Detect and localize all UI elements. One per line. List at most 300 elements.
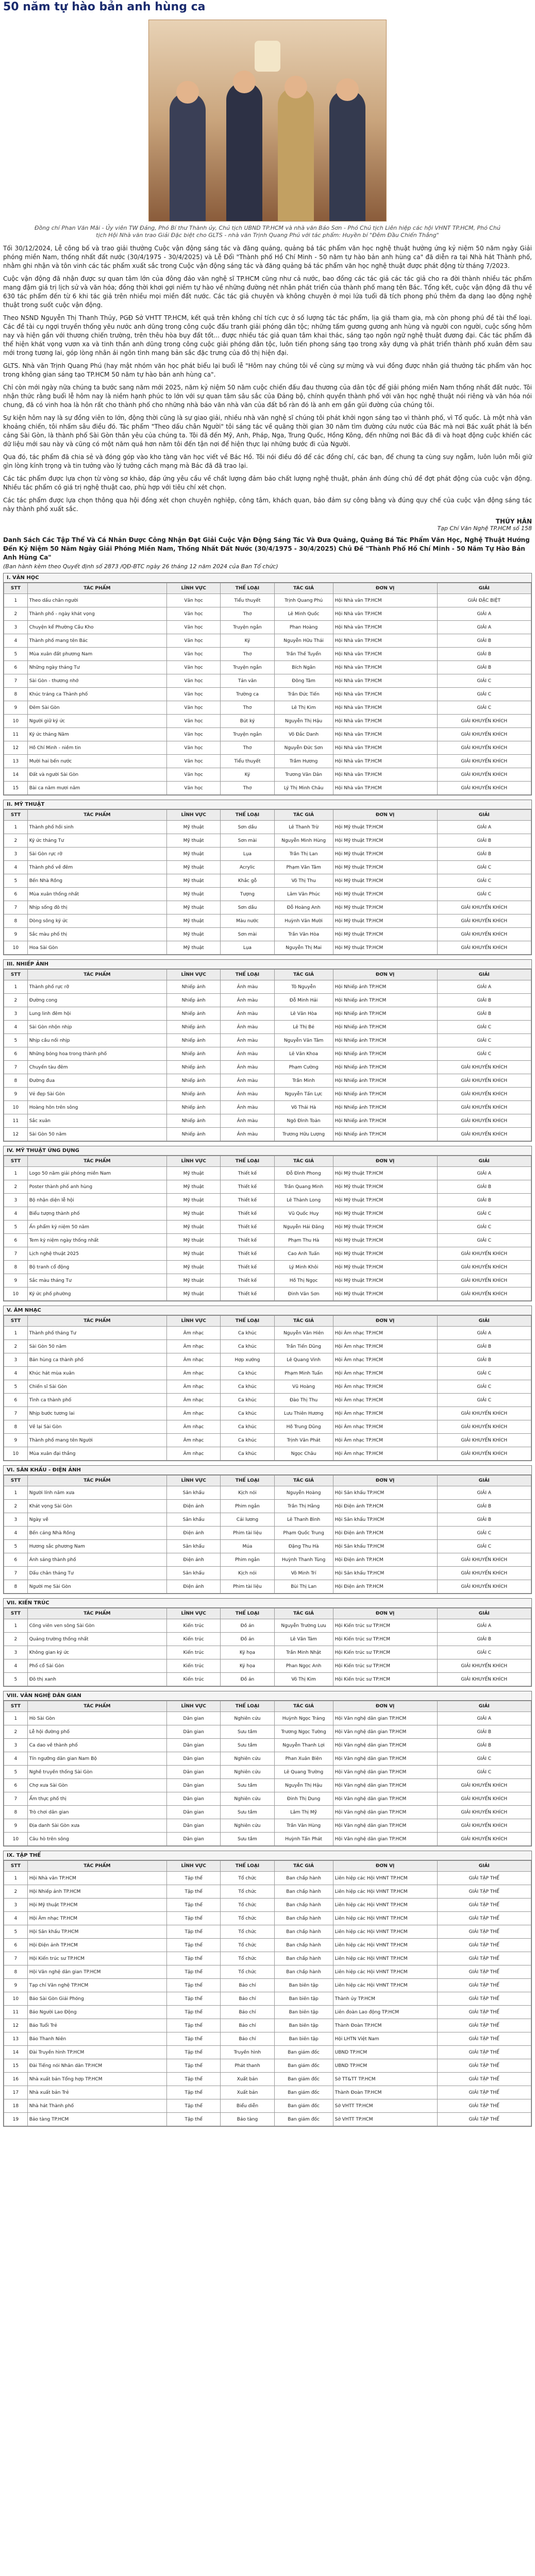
stt-cell: 10: [4, 941, 28, 955]
table-header-cell: GIẢI: [437, 810, 531, 821]
table-row: [4, 2019, 531, 2032]
genre-cell: Thơ: [221, 701, 274, 715]
author-cell: Phạm Thu Hà: [274, 1234, 333, 1247]
article-paragraph: Qua đó, tác phẩm đã chia sẻ và đóng góp vào kho tàng văn học viết về Bác Hồ. Tôi nói điều đó để các đồng chí, các bạn, để chung ta cùng suy ngẫm, luôn luôn mỗi giữ gìn lòng kính trọng và tin tưởng vào lý tưởng cách mạng mà Bác đã đã trao lại.: [3, 453, 532, 469]
author-cell: Nguyễn Minh Hùng: [274, 834, 333, 848]
table-row: [4, 2006, 531, 2019]
stt-cell: 7: [4, 674, 28, 688]
genre-cell: Ảnh màu: [221, 994, 274, 1007]
table-row: [4, 1712, 531, 1725]
field-cell: Văn học: [166, 634, 220, 648]
genre-cell: Thiết kế: [221, 1274, 274, 1287]
genre-cell: Thiết kế: [221, 1167, 274, 1180]
award-ceremony-photo: [148, 20, 387, 222]
field-cell: Điện ảnh: [166, 1553, 220, 1567]
work-cell: Hoa Sài Gòn: [27, 941, 166, 955]
stt-cell: 7: [4, 1567, 28, 1580]
table-header-cell: THỂ LOẠI: [221, 1861, 274, 1872]
table-row: [4, 1540, 531, 1553]
field-cell: Kiến trúc: [166, 1646, 220, 1659]
stt-cell: 13: [4, 2032, 28, 2046]
table-header-cell: LĨNH VỰC: [166, 583, 220, 594]
table-row: [4, 1567, 531, 1580]
work-cell: Bài ca năm mươi năm: [27, 782, 166, 795]
stt-cell: 17: [4, 2086, 28, 2099]
field-cell: Âm nhạc: [166, 1447, 220, 1461]
table-header-cell: LĨNH VỰC: [166, 810, 220, 821]
field-cell: Âm nhạc: [166, 1434, 220, 1447]
field-cell: Mỹ thuật: [166, 928, 220, 941]
stt-cell: 11: [4, 1114, 28, 1128]
genre-cell: Ca khúc: [221, 1447, 274, 1461]
field-cell: Nhiếp ảnh: [166, 1128, 220, 1141]
genre-cell: Ảnh màu: [221, 1047, 274, 1061]
table-header-cell: GIẢI: [437, 1861, 531, 1872]
work-cell: Biểu tượng thành phố: [27, 1207, 166, 1221]
stt-cell: 16: [4, 2073, 28, 2086]
unit-cell: Hội Nhà văn TP.HCM: [333, 701, 437, 715]
unit-cell: Hội Âm nhạc TP.HCM: [333, 1447, 437, 1461]
work-cell: Sài Gòn 50 năm: [27, 1340, 166, 1353]
field-cell: Âm nhạc: [166, 1340, 220, 1353]
work-cell: Dấu chân tháng Tư: [27, 1567, 166, 1580]
field-cell: Mỹ thuật: [166, 834, 220, 848]
award-cell: GIẢI TẬP THỂ: [437, 2073, 531, 2086]
award-table: [4, 1475, 531, 1594]
author-cell: Ban chấp hành: [274, 1912, 333, 1925]
award-cell: GIẢI TẬP THỂ: [437, 2113, 531, 2126]
award-cell: GIẢI KHUYẾN KHÍCH: [437, 1114, 531, 1128]
award-cell: GIẢI KHUYẾN KHÍCH: [437, 1261, 531, 1274]
author-cell: Phạm Minh Tuấn: [274, 1367, 333, 1380]
award-section: [3, 1851, 532, 2127]
author-cell: Trần Quang Minh: [274, 1180, 333, 1194]
table-row: [4, 1819, 531, 1833]
author-cell: Ban biên tập: [274, 2019, 333, 2032]
section-title: VI. SÂN KHẤU - ĐIỆN ẢNH: [4, 1466, 531, 1475]
unit-cell: Hội Nhiếp ảnh TP.HCM: [333, 1061, 437, 1074]
award-cell: GIẢI A: [437, 1167, 531, 1180]
field-cell: Mỹ thuật: [166, 888, 220, 901]
work-cell: Bộ nhận diện lễ hội: [27, 1194, 166, 1207]
stt-cell: 4: [4, 1207, 28, 1221]
award-table: [4, 809, 531, 955]
award-cell: GIẢI KHUYẾN KHÍCH: [437, 1407, 531, 1420]
unit-cell: Hội Văn nghệ dân gian TP.HCM: [333, 1792, 437, 1806]
field-cell: Mỹ thuật: [166, 861, 220, 874]
award-cell: GIẢI KHUYẾN KHÍCH: [437, 1806, 531, 1819]
award-section: [3, 1465, 532, 1594]
genre-cell: Sơn mài: [221, 928, 274, 941]
field-cell: Nhiếp ảnh: [166, 1007, 220, 1021]
table-row: [4, 2099, 531, 2113]
table-row: [4, 1021, 531, 1034]
genre-cell: Nghiên cứu: [221, 1792, 274, 1806]
unit-cell: Hội Nhà văn TP.HCM: [333, 661, 437, 674]
award-table: [4, 1608, 531, 1686]
unit-cell: Hội Nhà văn TP.HCM: [333, 715, 437, 728]
section-title: V. ÂM NHẠC: [4, 1306, 531, 1315]
work-cell: Sài Gòn nhộn nhịp: [27, 1021, 166, 1034]
table-header-cell: THỂ LOẠI: [221, 1476, 274, 1486]
table-header-row: [4, 1316, 531, 1327]
field-cell: Tập thể: [166, 2059, 220, 2073]
award-cell: GIẢI TẬP THỂ: [437, 1979, 531, 1992]
stt-cell: 7: [4, 1061, 28, 1074]
award-cell: GIẢI KHUYẾN KHÍCH: [437, 1447, 531, 1461]
table-header-cell: TÁC GIẢ: [274, 1476, 333, 1486]
unit-cell: Hội Nhà văn TP.HCM: [333, 728, 437, 741]
table-header-cell: TÁC GIẢ: [274, 1608, 333, 1619]
work-cell: Vẻ đẹp Sài Gòn: [27, 1088, 166, 1101]
unit-cell: Hội Nhà văn TP.HCM: [333, 607, 437, 621]
genre-cell: Phim tài liệu: [221, 1580, 274, 1594]
award-cell: GIẢI TẬP THỂ: [437, 2019, 531, 2032]
work-cell: Tạp chí Văn nghệ TP.HCM: [27, 1979, 166, 1992]
work-cell: Sắc màu tháng Tư: [27, 1274, 166, 1287]
unit-cell: Hội Kiến trúc sư TP.HCM: [333, 1646, 437, 1659]
unit-cell: Hội Nhiếp ảnh TP.HCM: [333, 1034, 437, 1047]
unit-cell: Hội Nhà văn TP.HCM: [333, 674, 437, 688]
stt-cell: 8: [4, 1806, 28, 1819]
stt-cell: 5: [4, 1221, 28, 1234]
table-header-cell: STT: [4, 1156, 28, 1167]
genre-cell: Sưu tầm: [221, 1833, 274, 1846]
table-header-cell: ĐƠN VỊ: [333, 810, 437, 821]
field-cell: Tập thể: [166, 1939, 220, 1952]
work-cell: Phố cổ Sài Gòn: [27, 1659, 166, 1673]
stt-cell: 10: [4, 1101, 28, 1114]
table-row: [4, 1367, 531, 1380]
stt-cell: 3: [4, 1194, 28, 1207]
genre-cell: Acrylic: [221, 861, 274, 874]
author-cell: Lê Văn Hòa: [274, 1007, 333, 1021]
table-header-cell: TÁC PHẨM: [27, 1316, 166, 1327]
field-cell: Tập thể: [166, 2006, 220, 2019]
author-cell: Trần Minh Nhật: [274, 1646, 333, 1659]
author-cell: Bùi Thị Lan: [274, 1580, 333, 1594]
field-cell: Điện ảnh: [166, 1500, 220, 1513]
unit-cell: Thành ủy TP.HCM: [333, 1992, 437, 2006]
award-sections: [3, 573, 532, 2127]
table-header-cell: GIẢI: [437, 1701, 531, 1712]
photo-caption: Đồng chí Phan Văn Mãi - Ủy viên TW Đảng, Phó Bí thư Thành ủy, Chủ tịch UBND TP.HCM và nhà văn Bảo Sơn - Phó Chủ tịch Liên hiệp các hội VHNT TP.HCM, Phó Chủ tịch Hội Nhà văn trao Giải Đặc biệt cho GLTS - nhà văn Trịnh Quang Phú với tác phẩm: Huyền bí "Đêm Đầu Chiến Thắng": [35, 225, 500, 239]
stt-cell: 15: [4, 782, 28, 795]
unit-cell: Thành Đoàn TP.HCM: [333, 2019, 437, 2032]
unit-cell: Hội Mỹ thuật TP.HCM: [333, 1234, 437, 1247]
author-cell: Ban giám đốc: [274, 2073, 333, 2086]
field-cell: Tập thể: [166, 2019, 220, 2032]
table-header-row: [4, 1608, 531, 1619]
author-cell: Trần Thị Lan: [274, 848, 333, 861]
author-cell: Nguyễn Đức Sơn: [274, 741, 333, 755]
genre-cell: Ảnh màu: [221, 1128, 274, 1141]
work-cell: Ký ức phố phường: [27, 1287, 166, 1301]
unit-cell: Hội Điện ảnh TP.HCM: [333, 1580, 437, 1594]
award-cell: GIẢI KHUYẾN KHÍCH: [437, 1420, 531, 1434]
author-cell: Đinh Văn Sơn: [274, 1287, 333, 1301]
work-cell: Bản hùng ca thành phố: [27, 1353, 166, 1367]
table-row: [4, 768, 531, 782]
award-cell: GIẢI C: [437, 1221, 531, 1234]
table-header-cell: GIẢI: [437, 1608, 531, 1619]
table-row: [4, 861, 531, 874]
unit-cell: Hội Âm nhạc TP.HCM: [333, 1434, 437, 1447]
award-cell: GIẢI TẬP THỂ: [437, 2059, 531, 2073]
field-cell: Tập thể: [166, 2086, 220, 2099]
genre-cell: Phim ngắn: [221, 1500, 274, 1513]
stt-cell: 2: [4, 834, 28, 848]
stt-cell: 2: [4, 1180, 28, 1194]
table-row: [4, 1074, 531, 1088]
award-cell: GIẢI KHUYẾN KHÍCH: [437, 941, 531, 955]
work-cell: Về lại Sài Gòn: [27, 1420, 166, 1434]
unit-cell: Hội Nhiếp ảnh TP.HCM: [333, 1101, 437, 1114]
field-cell: Sân khấu: [166, 1513, 220, 1527]
field-cell: Văn học: [166, 741, 220, 755]
genre-cell: Hợp xướng: [221, 1353, 274, 1367]
award-table: [4, 1860, 531, 2126]
unit-cell: Liên đoàn Lao động TP.HCM: [333, 2006, 437, 2019]
table-row: [4, 1340, 531, 1353]
table-header-cell: TÁC PHẨM: [27, 583, 166, 594]
table-row: [4, 1407, 531, 1420]
table-header-row: [4, 1861, 531, 1872]
stt-cell: 9: [4, 1979, 28, 1992]
unit-cell: Hội Văn nghệ dân gian TP.HCM: [333, 1766, 437, 1779]
work-cell: Nhịp cầu nối nhịp: [27, 1034, 166, 1047]
stt-cell: 1: [4, 821, 28, 834]
work-cell: Đường đua: [27, 1074, 166, 1088]
unit-cell: Hội Nhiếp ảnh TP.HCM: [333, 1088, 437, 1101]
award-cell: GIẢI C: [437, 1394, 531, 1407]
stt-cell: 14: [4, 2046, 28, 2059]
award-cell: GIẢI A: [437, 1712, 531, 1725]
genre-cell: Thiết kế: [221, 1287, 274, 1301]
author-cell: Đặng Thu Hà: [274, 1540, 333, 1553]
table-row: [4, 1766, 531, 1779]
table-row: [4, 2046, 531, 2059]
table-row: [4, 701, 531, 715]
unit-cell: UBND TP.HCM: [333, 2059, 437, 2073]
unit-cell: Hội Mỹ thuật TP.HCM: [333, 834, 437, 848]
unit-cell: Hội Nhiếp ảnh TP.HCM: [333, 1114, 437, 1128]
field-cell: Âm nhạc: [166, 1327, 220, 1340]
stt-cell: 2: [4, 994, 28, 1007]
stt-cell: 9: [4, 1088, 28, 1101]
field-cell: Tập thể: [166, 1872, 220, 1885]
award-cell: GIẢI B: [437, 1194, 531, 1207]
award-cell: GIẢI B: [437, 848, 531, 861]
stt-cell: 3: [4, 1646, 28, 1659]
author-cell: Hồ Trung Dũng: [274, 1420, 333, 1434]
author-cell: Lý Thị Minh Châu: [274, 782, 333, 795]
stt-cell: 3: [4, 848, 28, 861]
field-cell: Mỹ thuật: [166, 1261, 220, 1274]
work-cell: Hội Sân khấu TP.HCM: [27, 1925, 166, 1939]
work-cell: Mùa xuân đất phương Nam: [27, 648, 166, 661]
work-cell: Ca dao về thành phố: [27, 1739, 166, 1752]
work-cell: Hội Kiến trúc sư TP.HCM: [27, 1952, 166, 1965]
genre-cell: Tổ chức: [221, 1899, 274, 1912]
award-cell: GIẢI KHUYẾN KHÍCH: [437, 1567, 531, 1580]
article-paragraph: GLTS. Nhà văn Trịnh Quang Phú (hay mật nhóm văn học phát biểu lại buổi lễ "Hôm nay chúng tôi về cùng sự mừng và vui đồng được nhân giá thưởng tác phẩm văn học trong không gian sáng tạo TP.HCM 50 năm tự hào bản anh hùng ca".: [3, 362, 532, 378]
work-cell: Bến cảng Nhà Rồng: [27, 1527, 166, 1540]
author-cell: Trần Đức Tiến: [274, 688, 333, 701]
field-cell: Nhiếp ảnh: [166, 1074, 220, 1088]
table-row: [4, 1513, 531, 1527]
stt-cell: 10: [4, 1447, 28, 1461]
genre-cell: Ca khúc: [221, 1434, 274, 1447]
author-cell: Đỗ Hoàng Anh: [274, 901, 333, 914]
stt-cell: 7: [4, 1792, 28, 1806]
work-cell: Mùa xuân thống nhất: [27, 888, 166, 901]
table-row: [4, 941, 531, 955]
genre-cell: Ca khúc: [221, 1380, 274, 1394]
stt-cell: 4: [4, 1752, 28, 1766]
genre-cell: Thơ: [221, 782, 274, 795]
unit-cell: Liên hiệp các Hội VHNT TP.HCM: [333, 1885, 437, 1899]
table-row: [4, 2113, 531, 2126]
work-cell: Trò chơi dân gian: [27, 1806, 166, 1819]
work-cell: Hồ Chí Minh - niềm tin: [27, 741, 166, 755]
table-header-cell: THỂ LOẠI: [221, 583, 274, 594]
work-cell: Hò Sài Gòn: [27, 1712, 166, 1725]
stt-cell: 11: [4, 2006, 28, 2019]
table-row: [4, 1925, 531, 1939]
award-cell: GIẢI B: [437, 1725, 531, 1739]
award-cell: GIẢI B: [437, 634, 531, 648]
unit-cell: Hội Mỹ thuật TP.HCM: [333, 901, 437, 914]
author-cell: Ngọc Châu: [274, 1447, 333, 1461]
field-cell: Âm nhạc: [166, 1394, 220, 1407]
work-cell: Khúc tráng ca Thành phố: [27, 688, 166, 701]
field-cell: Âm nhạc: [166, 1367, 220, 1380]
table-header-cell: TÁC GIẢ: [274, 1701, 333, 1712]
work-cell: Sài Gòn 50 năm: [27, 1128, 166, 1141]
field-cell: Dân gian: [166, 1819, 220, 1833]
author-cell: Võ Thái Hà: [274, 1101, 333, 1114]
author-cell: Ban chấp hành: [274, 1872, 333, 1885]
genre-cell: Xuất bản: [221, 2073, 274, 2086]
award-cell: GIẢI B: [437, 1500, 531, 1513]
author-cell: Trầm Hương: [274, 755, 333, 768]
award-cell: GIẢI KHUYẾN KHÍCH: [437, 1553, 531, 1567]
genre-cell: Múa: [221, 1540, 274, 1553]
genre-cell: Nghiên cứu: [221, 1712, 274, 1725]
work-cell: Hội Nhiếp ảnh TP.HCM: [27, 1885, 166, 1899]
award-cell: GIẢI C: [437, 1207, 531, 1221]
stt-cell: 1: [4, 1486, 28, 1500]
stt-cell: 6: [4, 1394, 28, 1407]
stt-cell: 7: [4, 1247, 28, 1261]
stt-cell: 1: [4, 1619, 28, 1633]
author-cell: Ban chấp hành: [274, 1965, 333, 1979]
work-cell: Thành phố hồi sinh: [27, 821, 166, 834]
author-cell: Phan Hoàng: [274, 621, 333, 634]
article-paragraph: Chỉ còn mới ngày nữa chúng ta bước sang năm mới 2025, năm kỷ niệm 50 năm cuộc chiến đấu đau thương của dân tộc để giải phóng miền Nam thống nhất đất nước. Tôi nhận thức rằng buổi lễ hôm nay là niềm hạnh phúc to lớn với sự quan tâm sâu sắc của Đảng bộ, chính quyền thành phố với văn học nghệ thuật nói riêng và văn hóa nói chung, đã có vinh hoa là hôn rất cho thành phố cho những nhà báo văn nhà văn của đất bố ràn đó là anh em gần gũi đường của chúng tôi.: [3, 384, 532, 409]
genre-cell: Ca khúc: [221, 1420, 274, 1434]
unit-cell: Hội Nhiếp ảnh TP.HCM: [333, 1047, 437, 1061]
unit-cell: Hội Âm nhạc TP.HCM: [333, 1327, 437, 1340]
table-row: [4, 1380, 531, 1394]
award-cell: GIẢI B: [437, 834, 531, 848]
table-header-cell: TÁC PHẨM: [27, 1608, 166, 1619]
article-paragraph: Theo NSND Nguyễn Thị Thanh Thủy, PGĐ Sở VHTT TP.HCM, kết quả trên không chỉ tích cực ở số lượng tác tác phẩm, lịa giá tham gia, mà còn phong phú đề tài thể loại. Các đề tài cụ ngợi truyền thống yêu nước anh dũng trong công cuộc đấu tranh giải phóng dân tộc; những tấm gương gương anh hùng và người con người, cuộc sống hôm nay và hiện gần với thương chiến trường, trên thêu hòa bụy đất tốt... được nhiều tác giả quan tâm khai thác, sáng tạo ngôn ngữ nghệ thuật đương đại. Các tác phẩm đã thể hiện khát vọng vươn xa và tinh thần anh dũng trong công cuộc giải phóng dân tộc, luôn tiến phong sáng tạo trong xây dựng và phát triển thành phố xuân đêm sau mới trong tương lai, góp lòng nhân ái ngôn tình mang bản sắc đặc trưng của đô thị hiện đại.: [3, 314, 532, 357]
work-cell: Thành phố - ngày khát vọng: [27, 607, 166, 621]
author-cell: Lê Quang Trường: [274, 1766, 333, 1779]
work-cell: Đô thị xanh: [27, 1673, 166, 1686]
stt-cell: 7: [4, 901, 28, 914]
unit-cell: Liên hiệp các Hội VHNT TP.HCM: [333, 1925, 437, 1939]
genre-cell: Tổ chức: [221, 1952, 274, 1965]
work-cell: Chiến sĩ Sài Gòn: [27, 1380, 166, 1394]
author-cell: Ban biên tập: [274, 1992, 333, 2006]
award-cell: GIẢI KHUYẾN KHÍCH: [437, 1074, 531, 1088]
award-cell: GIẢI C: [437, 888, 531, 901]
stt-cell: 3: [4, 1007, 28, 1021]
stt-cell: 1: [4, 1327, 28, 1340]
table-row: [4, 914, 531, 928]
field-cell: Văn học: [166, 594, 220, 607]
field-cell: Nhiếp ảnh: [166, 1088, 220, 1101]
genre-cell: Đồ án: [221, 1673, 274, 1686]
table-row: [4, 1646, 531, 1659]
author-cell: Võ Thị Thu: [274, 874, 333, 888]
genre-cell: Phim ngắn: [221, 1553, 274, 1567]
work-cell: Lung linh đêm hội: [27, 1007, 166, 1021]
person-figure: [278, 87, 314, 221]
work-cell: Poster thành phố anh hùng: [27, 1180, 166, 1194]
table-row: [4, 1580, 531, 1594]
genre-cell: Tản văn: [221, 674, 274, 688]
award-cell: GIẢI KHUYẾN KHÍCH: [437, 741, 531, 755]
unit-cell: Hội Sân khấu TP.HCM: [333, 1513, 437, 1527]
work-cell: Đường cong: [27, 994, 166, 1007]
award-cell: GIẢI KHUYẾN KHÍCH: [437, 728, 531, 741]
award-list-note: (Ban hành kèm theo Quyết định số 2873 /QĐ-BTC ngày 26 tháng 12 năm 2024 của Ban Tổ chức): [3, 563, 278, 570]
stt-cell: 6: [4, 1047, 28, 1061]
author-cell: Ban giám đốc: [274, 2099, 333, 2113]
stt-cell: 4: [4, 1021, 28, 1034]
work-cell: Người mẹ Sài Gòn: [27, 1580, 166, 1594]
field-cell: Tập thể: [166, 2073, 220, 2086]
table-row: [4, 821, 531, 834]
stt-cell: 9: [4, 928, 28, 941]
stt-cell: 10: [4, 1992, 28, 2006]
field-cell: Tập thể: [166, 1992, 220, 2006]
field-cell: Văn học: [166, 621, 220, 634]
genre-cell: Sơn dầu: [221, 821, 274, 834]
genre-cell: Ca khúc: [221, 1394, 274, 1407]
table-row: [4, 874, 531, 888]
author-cell: Đào Thị Thu: [274, 1394, 333, 1407]
unit-cell: Hội Nhà văn TP.HCM: [333, 594, 437, 607]
stt-cell: 10: [4, 1833, 28, 1846]
author-cell: Lê Văn Khoa: [274, 1047, 333, 1061]
author-cell: Huỳnh Tấn Phát: [274, 1833, 333, 1846]
stt-cell: 2: [4, 1633, 28, 1646]
table-header-cell: ĐƠN VỊ: [333, 1608, 437, 1619]
author-cell: Trần Minh: [274, 1074, 333, 1088]
unit-cell: Liên hiệp các Hội VHNT TP.HCM: [333, 1979, 437, 1992]
unit-cell: Hội Mỹ thuật TP.HCM: [333, 1207, 437, 1221]
award-cell: GIẢI C: [437, 688, 531, 701]
unit-cell: Hội Nhà văn TP.HCM: [333, 782, 437, 795]
author-cell: Trương Ngọc Tường: [274, 1725, 333, 1739]
award-cell: GIẢI TẬP THỂ: [437, 1872, 531, 1885]
award-table: [4, 969, 531, 1141]
